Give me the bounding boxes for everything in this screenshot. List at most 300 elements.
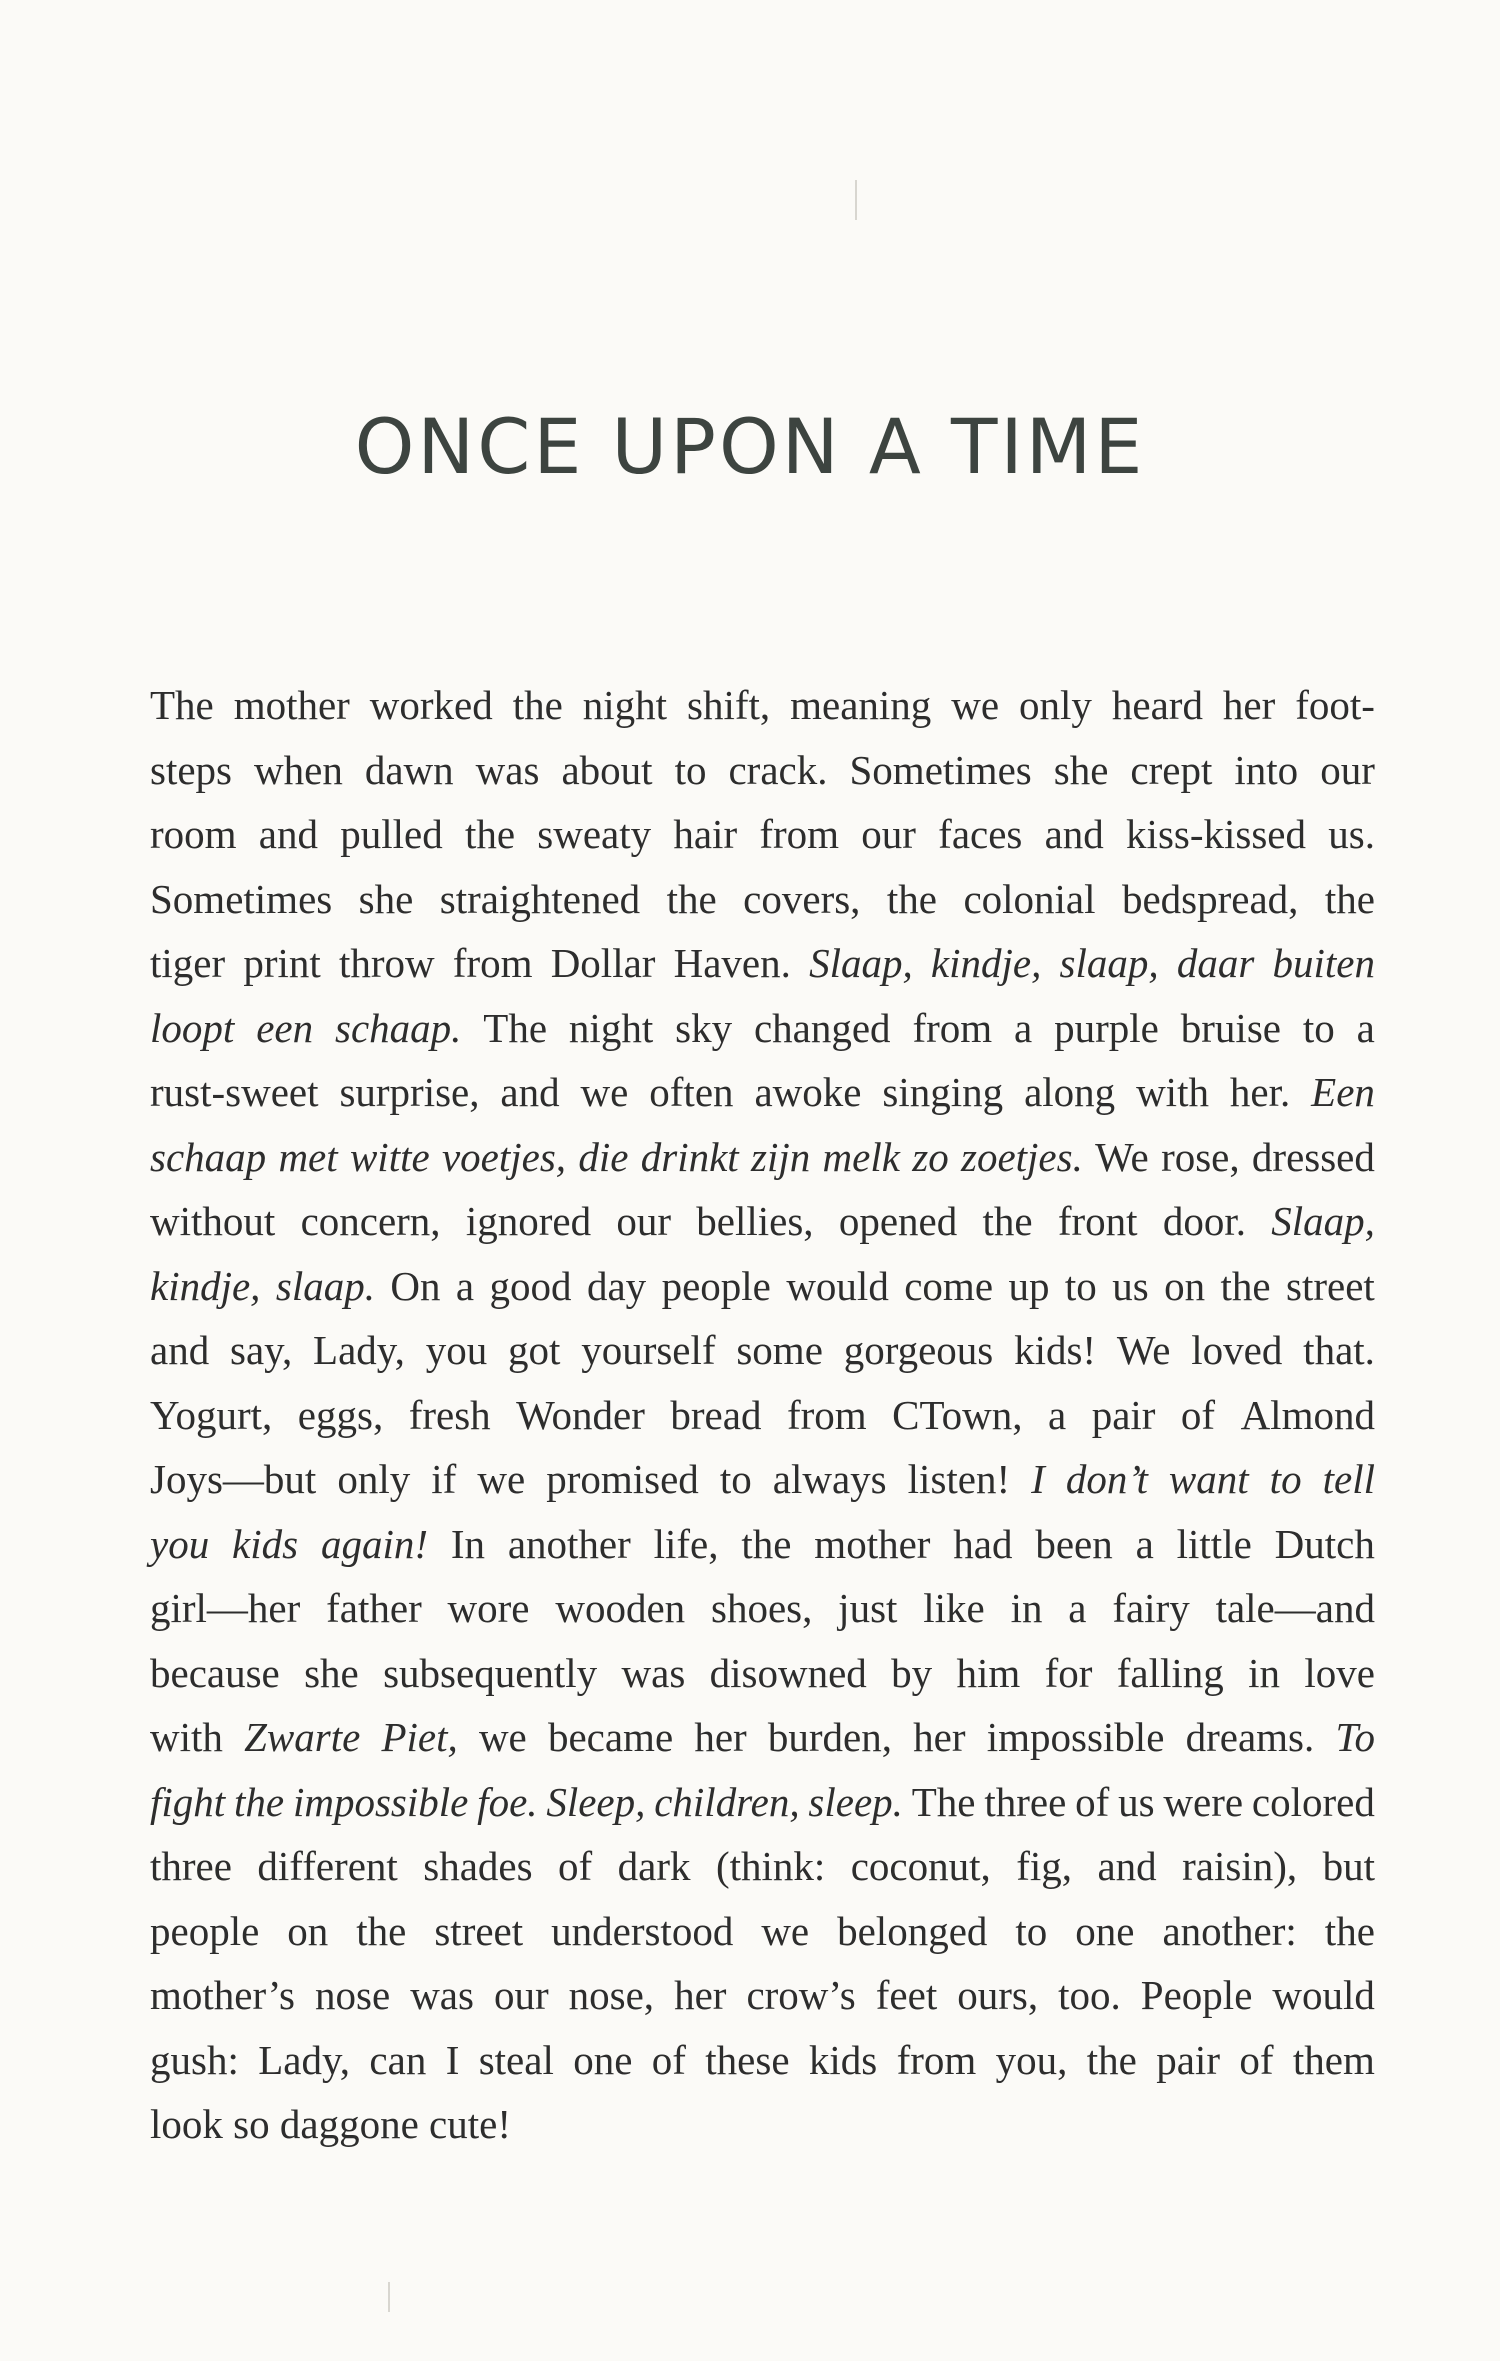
scan-mark	[855, 180, 857, 220]
word	[1126, 802, 1306, 867]
word	[654, 1770, 799, 1835]
word	[790, 673, 931, 738]
italic-run: daar	[1176, 940, 1255, 986]
word	[335, 996, 461, 1061]
word	[446, 2028, 460, 2093]
word	[1024, 1060, 1115, 1125]
text-run: coconut,	[850, 1843, 991, 1889]
word	[1163, 1770, 1243, 1835]
word	[448, 1576, 530, 1641]
text-run: that.	[1303, 1327, 1375, 1373]
word	[150, 867, 332, 932]
word	[466, 1189, 591, 1254]
word	[150, 1125, 266, 1190]
text-run: our	[861, 811, 916, 857]
italic-run: tell	[1322, 1456, 1375, 1502]
text-run: the	[1324, 1907, 1375, 1954]
text-run: tale—and	[1215, 1585, 1375, 1631]
text-run: another	[507, 1520, 631, 1567]
text-run: bedspread,	[1121, 875, 1299, 922]
word	[340, 802, 442, 867]
word	[787, 1383, 867, 1448]
word	[1221, 1254, 1271, 1319]
text-run: you	[425, 1327, 488, 1373]
italic-run: schaap	[150, 1133, 267, 1180]
text-run: of	[1075, 1778, 1110, 1825]
word	[508, 1512, 631, 1577]
word	[244, 1705, 360, 1770]
text-line	[150, 802, 1375, 867]
word	[326, 1576, 422, 1641]
word	[234, 1770, 284, 1835]
word	[786, 1254, 889, 1319]
word	[150, 931, 225, 996]
word	[434, 1899, 523, 1964]
italic-run: Slaap,	[1271, 1198, 1375, 1244]
text-run: and	[1044, 811, 1104, 857]
text-run: subsequently	[383, 1649, 598, 1696]
word	[622, 1641, 686, 1706]
word	[381, 1705, 457, 1770]
word	[1181, 1383, 1215, 1448]
word	[551, 1899, 733, 1964]
text-run: faces	[938, 811, 1023, 857]
text-run: the	[512, 682, 563, 728]
word	[649, 1060, 733, 1125]
text-run: crow’s	[746, 1972, 856, 2018]
word	[1295, 673, 1375, 738]
word	[1136, 1512, 1154, 1577]
text-run: of	[651, 2036, 686, 2083]
italic-run: Piet,	[381, 1714, 458, 1760]
word	[850, 738, 1032, 803]
text-run: sweaty	[537, 811, 652, 857]
text-line	[150, 1641, 1375, 1706]
text-run: mother’s	[150, 1972, 296, 2018]
word	[150, 1447, 316, 1512]
word	[254, 738, 343, 803]
word	[479, 1705, 527, 1770]
word	[1239, 2028, 1273, 2093]
text-run: us	[1118, 1778, 1155, 1825]
word	[293, 1770, 468, 1835]
text-run: the	[1324, 875, 1375, 922]
word	[773, 1447, 887, 1512]
text-run: to	[1302, 1004, 1335, 1051]
word	[1320, 738, 1375, 803]
text-run: mother	[814, 1520, 931, 1567]
word	[426, 1318, 488, 1383]
word	[1335, 1705, 1375, 1770]
word	[1087, 2028, 1137, 2093]
word	[1303, 1318, 1375, 1383]
word	[837, 1899, 987, 1964]
text-run: three	[150, 1843, 232, 1889]
text-run: dawn	[364, 746, 454, 793]
text-run: we	[951, 682, 1000, 728]
text-run: Lady,	[258, 2036, 351, 2083]
text-run: nose	[315, 1972, 391, 2018]
word	[442, 1125, 566, 1190]
word	[548, 1705, 673, 1770]
word	[1177, 1512, 1252, 1577]
word	[410, 1963, 474, 2028]
word	[641, 1125, 739, 1190]
word	[465, 802, 515, 867]
text-run: steps	[150, 746, 232, 793]
italic-run: kids	[232, 1520, 299, 1567]
text-run: a	[1356, 1004, 1375, 1051]
word	[670, 1383, 761, 1448]
italic-run: drinkt	[640, 1133, 739, 1180]
word	[912, 1125, 948, 1190]
text-run: if	[431, 1456, 457, 1502]
word	[1230, 1060, 1290, 1125]
word	[150, 1770, 225, 1835]
text-run: dark	[617, 1843, 691, 1889]
word	[1325, 867, 1375, 932]
text-run: promised	[546, 1456, 699, 1502]
word	[581, 1060, 629, 1125]
text-run: would	[1272, 1972, 1375, 2018]
word	[150, 1189, 275, 1254]
text-run: these	[705, 2036, 790, 2083]
text-run: up	[1008, 1262, 1050, 1309]
word	[490, 1254, 572, 1319]
italic-run: witte	[349, 1133, 430, 1180]
text-run: worked	[369, 682, 493, 728]
italic-run: een	[256, 1004, 314, 1051]
text-run: was	[621, 1649, 686, 1696]
text-run: we	[478, 1714, 527, 1760]
text-run: the	[741, 1520, 792, 1567]
word	[823, 1125, 900, 1190]
text-run: because	[150, 1649, 280, 1696]
word	[232, 1512, 298, 1577]
text-run: purple	[1054, 1004, 1159, 1051]
text-run: rose,	[1161, 1133, 1240, 1180]
text-run: night	[568, 1004, 654, 1051]
text-run: our	[1320, 746, 1375, 793]
word	[150, 2092, 223, 2157]
text-run: her	[674, 1972, 727, 2018]
word	[844, 1318, 994, 1383]
word	[710, 1641, 867, 1706]
text-run: understood	[551, 1907, 734, 1954]
text-run: a	[1014, 1004, 1033, 1051]
text-run: were	[1163, 1778, 1244, 1825]
italic-run: want	[1168, 1456, 1249, 1502]
word	[897, 2028, 977, 2093]
word	[1045, 1641, 1093, 1706]
italic-run: To	[1335, 1714, 1375, 1760]
text-run: surprise,	[339, 1069, 480, 1115]
text-run: tiger	[150, 940, 226, 986]
text-run: burden,	[767, 1714, 892, 1760]
text-run: crept	[1130, 746, 1213, 793]
italic-run: you	[150, 1520, 210, 1567]
text-run: her	[913, 1714, 966, 1760]
text-run: the	[886, 875, 937, 922]
text-run: kids!	[1014, 1327, 1097, 1373]
word	[150, 1060, 319, 1125]
text-run: got	[507, 1327, 561, 1373]
text-run: life,	[653, 1520, 719, 1567]
text-run: The	[483, 1004, 548, 1051]
italic-run: kindje,	[150, 1262, 261, 1309]
word	[1164, 1254, 1205, 1319]
word	[938, 802, 1022, 867]
text-run: into	[1234, 746, 1299, 793]
word	[409, 1383, 491, 1448]
text-run: but	[1322, 1843, 1375, 1889]
word	[587, 1254, 646, 1319]
word	[1008, 1254, 1049, 1319]
text-run: so	[233, 2101, 270, 2147]
word	[1035, 1512, 1112, 1577]
word	[1054, 996, 1159, 1061]
text-run: from	[759, 811, 840, 857]
word	[662, 1254, 771, 1319]
word	[150, 996, 234, 1061]
word	[654, 1512, 719, 1577]
text-run: our	[493, 1972, 549, 2018]
word	[904, 1254, 993, 1319]
body-paragraph	[150, 673, 1375, 2157]
text-run: by	[891, 1649, 933, 1696]
text-run: nose,	[568, 1972, 655, 2018]
word	[150, 802, 237, 867]
text-run: the	[1220, 1262, 1271, 1309]
word	[1191, 1318, 1282, 1383]
text-run: eggs,	[297, 1391, 384, 1438]
text-run: pulled	[340, 811, 443, 857]
word	[1311, 1060, 1375, 1125]
text-run: of	[1180, 1391, 1216, 1438]
italic-run: foe.	[477, 1778, 538, 1825]
word	[1357, 996, 1375, 1061]
word	[483, 996, 547, 1061]
text-run: three	[984, 1778, 1067, 1825]
text-line	[150, 1318, 1375, 1383]
text-run: impossible	[986, 1714, 1165, 1760]
text-run: Dollar	[550, 940, 656, 986]
text-run: fig,	[1016, 1843, 1073, 1889]
word	[861, 802, 916, 867]
word	[1177, 931, 1254, 996]
text-run: the	[464, 811, 516, 857]
italic-run: voetjes,	[441, 1133, 567, 1180]
word	[1014, 1318, 1096, 1383]
text-run: had	[953, 1520, 1013, 1567]
word	[1075, 1899, 1134, 1964]
scan-mark	[388, 2282, 390, 2312]
text-run: of	[1239, 2036, 1274, 2083]
text-run: People	[1140, 1972, 1253, 2018]
word	[1130, 738, 1212, 803]
text-run: Wonder	[516, 1391, 645, 1438]
word	[583, 673, 667, 738]
word	[150, 1254, 260, 1319]
text-run: We	[1116, 1327, 1171, 1373]
text-run: when	[254, 746, 343, 793]
text-run: different	[257, 1843, 398, 1889]
word	[887, 867, 937, 932]
text-run: him	[956, 1649, 1021, 1696]
text-run: rust-sweet	[150, 1069, 319, 1115]
word	[956, 1641, 1020, 1706]
text-run: a	[455, 1262, 475, 1309]
text-run: disowned	[709, 1649, 867, 1696]
text-run: ignored	[465, 1198, 592, 1244]
text-run: people	[661, 1262, 771, 1309]
word	[984, 1770, 1066, 1835]
word	[429, 2092, 511, 2157]
text-run: like	[923, 1585, 985, 1631]
word	[546, 1447, 699, 1512]
word	[674, 1963, 726, 2028]
text-run: (think:	[715, 1843, 826, 1889]
text-run: about	[561, 746, 653, 793]
text-run: the	[666, 875, 717, 922]
word	[1095, 1125, 1149, 1190]
text-run: hair	[673, 811, 738, 857]
text-line	[150, 996, 1375, 1061]
word	[258, 2028, 350, 2093]
text-run: colonial	[963, 875, 1096, 922]
word	[716, 1834, 825, 1899]
text-run: shoes,	[710, 1585, 813, 1631]
word	[1066, 1447, 1148, 1512]
text-run: gorgeous	[843, 1327, 994, 1373]
word	[350, 1125, 430, 1190]
word	[477, 1770, 537, 1835]
text-run: The	[150, 682, 214, 728]
text-run: to	[719, 1456, 752, 1502]
word	[369, 2028, 426, 2093]
word	[313, 1318, 405, 1383]
text-run: ours,	[957, 1972, 1039, 2018]
word	[1293, 2028, 1375, 2093]
word	[370, 673, 493, 738]
word	[743, 867, 860, 932]
text-run: loved	[1191, 1327, 1283, 1373]
text-line	[150, 867, 1375, 932]
word	[808, 1770, 903, 1835]
text-run: concern,	[300, 1198, 441, 1244]
text-run: opened	[838, 1198, 958, 1244]
italic-run: die	[578, 1133, 629, 1180]
word	[963, 867, 1095, 932]
word	[1112, 673, 1203, 738]
word	[891, 1641, 932, 1706]
word	[1054, 738, 1109, 803]
text-line	[150, 1254, 1375, 1319]
text-run: come	[904, 1262, 994, 1309]
word	[301, 1189, 441, 1254]
word	[1097, 1834, 1156, 1899]
word	[500, 1060, 559, 1125]
word	[1015, 1899, 1047, 1964]
italic-run: loopt	[150, 1004, 235, 1051]
word	[751, 1125, 810, 1190]
word	[578, 1125, 628, 1190]
text-run: we	[580, 1069, 629, 1115]
word	[1248, 1641, 1280, 1706]
word	[431, 1447, 456, 1512]
word	[1092, 1383, 1156, 1448]
text-run: print	[243, 940, 321, 986]
word	[555, 1576, 685, 1641]
italic-run: melk	[822, 1133, 900, 1180]
word	[931, 931, 1041, 996]
word	[1234, 738, 1298, 803]
word	[150, 2028, 239, 2093]
text-run: you,	[995, 2036, 1068, 2083]
text-run: became	[547, 1714, 674, 1760]
word	[982, 1189, 1032, 1254]
text-run: throw	[338, 940, 435, 986]
text-run: the	[1086, 2036, 1137, 2083]
word	[705, 2028, 789, 2093]
word	[150, 1512, 209, 1577]
word	[618, 1834, 691, 1899]
text-line	[150, 1899, 1375, 1964]
text-run: on	[287, 1907, 329, 1954]
text-run: pair	[1156, 2036, 1220, 2083]
word	[814, 1512, 930, 1577]
word	[257, 1834, 397, 1899]
text-run: bellies,	[696, 1198, 814, 1244]
word	[720, 1447, 752, 1512]
word	[1223, 673, 1275, 738]
word	[337, 1447, 410, 1512]
word	[150, 1834, 232, 1899]
word	[1060, 931, 1159, 996]
text-run: listen!	[907, 1456, 1011, 1502]
text-run: room	[150, 811, 237, 857]
word	[616, 1189, 671, 1254]
word	[1328, 802, 1375, 867]
text-run: little	[1176, 1520, 1252, 1567]
text-run: singing	[882, 1069, 1004, 1115]
word	[256, 996, 313, 1061]
text-run: fairy	[1112, 1585, 1190, 1631]
word	[1118, 1770, 1154, 1835]
text-run: to	[674, 746, 707, 793]
text-run: a	[1135, 1520, 1154, 1567]
text-run: just	[838, 1585, 898, 1631]
text-run: our	[616, 1198, 671, 1244]
chapter-title: ONCE UPON A TIME	[354, 402, 1146, 491]
word	[233, 2092, 269, 2157]
word	[280, 2092, 419, 2157]
word	[1323, 1447, 1375, 1512]
word	[839, 1189, 957, 1254]
word	[1014, 996, 1032, 1061]
word	[1186, 1705, 1315, 1770]
text-run: was	[475, 746, 540, 793]
italic-run: zo	[912, 1133, 949, 1180]
word	[1275, 1512, 1375, 1577]
word	[440, 867, 640, 932]
text-run: love	[1304, 1649, 1375, 1696]
word	[150, 1576, 300, 1641]
word	[736, 1318, 823, 1383]
word	[287, 1899, 328, 1964]
text-run: the	[356, 1907, 407, 1954]
text-run: changed	[753, 1004, 891, 1051]
